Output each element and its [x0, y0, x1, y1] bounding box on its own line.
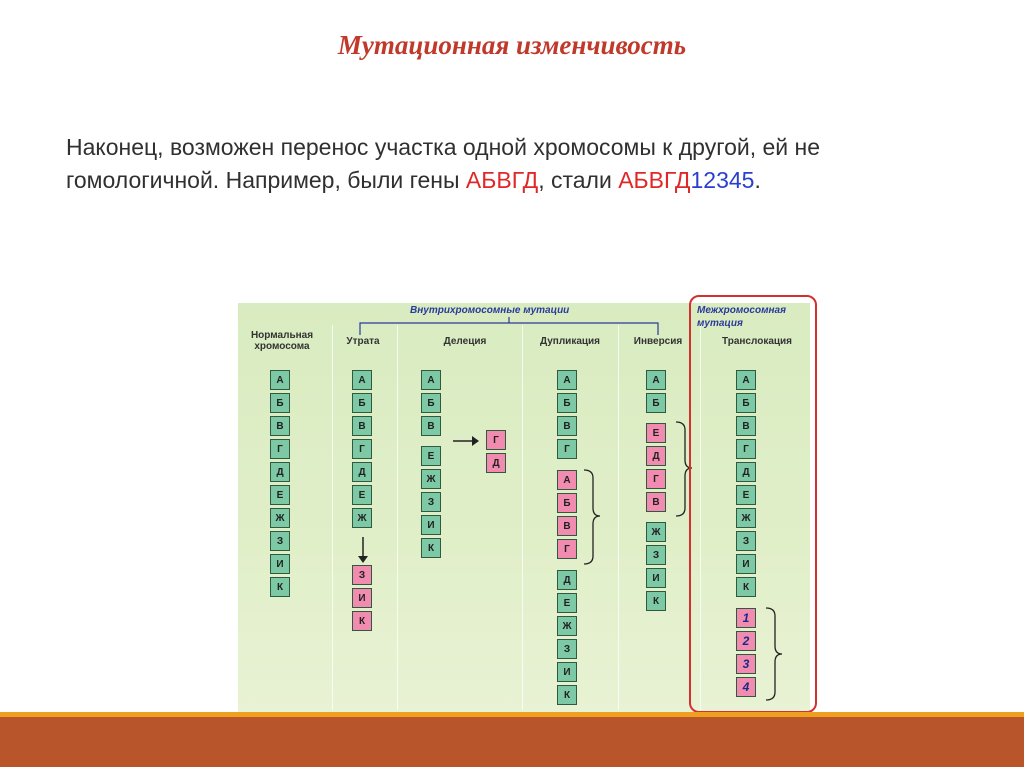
inversion-chromosome-cell: И [646, 568, 666, 588]
loss-chromosome-cell: Б [352, 393, 372, 413]
loss-lost-fragment-cell: З [352, 565, 372, 585]
inversion-chromosome-cell: К [646, 591, 666, 611]
deletion-chromosome-cell: Е [421, 446, 441, 466]
duplication-repeat-cell: Г [557, 539, 577, 559]
normal-chromosome-cell: Г [270, 439, 290, 459]
deletion-chromosome-cell: Ж [421, 469, 441, 489]
normal-chromosome-cell: З [270, 531, 290, 551]
deletion-chromosome-cell: А [421, 370, 441, 390]
duplication-chromosome-cell: З [557, 639, 577, 659]
inter-mutation-label-1: Межхромосомная [697, 305, 786, 316]
column-label-inversion: Инверсия [633, 336, 683, 347]
normal-chromosome-cell: А [270, 370, 290, 390]
deletion-chromosome-cell: И [421, 515, 441, 535]
normal-chromosome-cell: Б [270, 393, 290, 413]
deletion-chromosome-cell: Б [421, 393, 441, 413]
loss-chromosome-cell: Е [352, 485, 372, 505]
inter-mutation-highlight [689, 295, 817, 713]
column-label-loss: Утрата [346, 336, 380, 347]
duplication-repeat-cell: А [557, 470, 577, 490]
deletion-chromosome-cell: З [421, 492, 441, 512]
loss-lost-fragment-cell: И [352, 588, 372, 608]
duplication-chromosome-cell: Г [557, 439, 577, 459]
column-label-normal-1: Нормальная [250, 330, 314, 341]
deletion-removed-fragment-cell: Г [486, 430, 506, 450]
deletion-chromosome-cell: В [421, 416, 441, 436]
column-label-deletion: Делеция [443, 336, 487, 347]
body-line-2b: , стали [538, 167, 619, 193]
translocation-chromosome-cell: Г [736, 439, 756, 459]
translocation-added-cell: 1 [736, 608, 756, 628]
translocation-chromosome-cell: Б [736, 393, 756, 413]
inversion-segment-cell: Е [646, 423, 666, 443]
inversion-chromosome-cell: Б [646, 393, 666, 413]
normal-chromosome-cell: К [270, 577, 290, 597]
body-line-1: Наконец, возможен перенос участка одной хромосомы к другой, ей не [66, 134, 821, 160]
gene-example-before: АБВГД [465, 167, 539, 193]
translocation-added-cell: 3 [736, 654, 756, 674]
duplication-chromosome-cell: Ж [557, 616, 577, 636]
loss-chromosome-cell: Г [352, 439, 372, 459]
footer-bar [0, 717, 1024, 767]
loss-chromosome-cell: Ж [352, 508, 372, 528]
column-label-duplication: Дупликация [539, 336, 601, 347]
slide-title: Мутационная изменчивость [337, 30, 687, 60]
duplication-chromosome-cell: К [557, 685, 577, 705]
translocation-chromosome-cell: К [736, 577, 756, 597]
deletion-chromosome-cell: К [421, 538, 441, 558]
loss-chromosome-cell: Д [352, 462, 372, 482]
normal-chromosome-cell: В [270, 416, 290, 436]
duplication-chromosome-cell: И [557, 662, 577, 682]
inversion-segment-cell: В [646, 492, 666, 512]
translocation-chromosome-cell: И [736, 554, 756, 574]
body-line-2a: гомологичной. Например, были гены [66, 167, 466, 193]
loss-chromosome-cell: А [352, 370, 372, 390]
duplication-chromosome-cell: Б [557, 393, 577, 413]
duplication-repeat-cell: В [557, 516, 577, 536]
inversion-chromosome-cell: З [646, 545, 666, 565]
translocation-chromosome-cell: Е [736, 485, 756, 505]
translocation-chromosome-cell: Д [736, 462, 756, 482]
inter-mutation-label-2: мутация [697, 318, 743, 329]
normal-chromosome-cell: Е [270, 485, 290, 505]
loss-lost-fragment-cell: К [352, 611, 372, 631]
translocation-chromosome-cell: З [736, 531, 756, 551]
inversion-segment-cell: Д [646, 446, 666, 466]
translocation-added-cell: 2 [736, 631, 756, 651]
duplication-chromosome-cell: Д [557, 570, 577, 590]
duplication-chromosome-cell: А [557, 370, 577, 390]
body-line-2-end: . [754, 167, 761, 193]
translocation-chromosome-cell: Ж [736, 508, 756, 528]
duplication-repeat-cell: Б [557, 493, 577, 513]
duplication-chromosome-cell: В [557, 416, 577, 436]
translocation-added-cell: 4 [736, 677, 756, 697]
deletion-removed-fragment-cell: Д [486, 453, 506, 473]
inversion-segment-cell: Г [646, 469, 666, 489]
column-label-translocation: Транслокация [721, 336, 793, 347]
normal-chromosome-cell: Д [270, 462, 290, 482]
normal-chromosome-cell: И [270, 554, 290, 574]
gene-example-numbers: 12345 [690, 167, 755, 193]
translocation-chromosome-cell: В [736, 416, 756, 436]
inversion-chromosome-cell: А [646, 370, 666, 390]
gene-example-after: АБВГД [618, 167, 691, 193]
inversion-chromosome-cell: Ж [646, 522, 666, 542]
column-label-normal-2: хромосома [254, 341, 310, 352]
column-label-normal [240, 330, 324, 352]
intra-mutations-label: Внутрихромосомные мутации [410, 305, 570, 316]
duplication-chromosome-cell: Е [557, 593, 577, 613]
loss-chromosome-cell: В [352, 416, 372, 436]
translocation-chromosome-cell: А [736, 370, 756, 390]
normal-chromosome-cell: Ж [270, 508, 290, 528]
